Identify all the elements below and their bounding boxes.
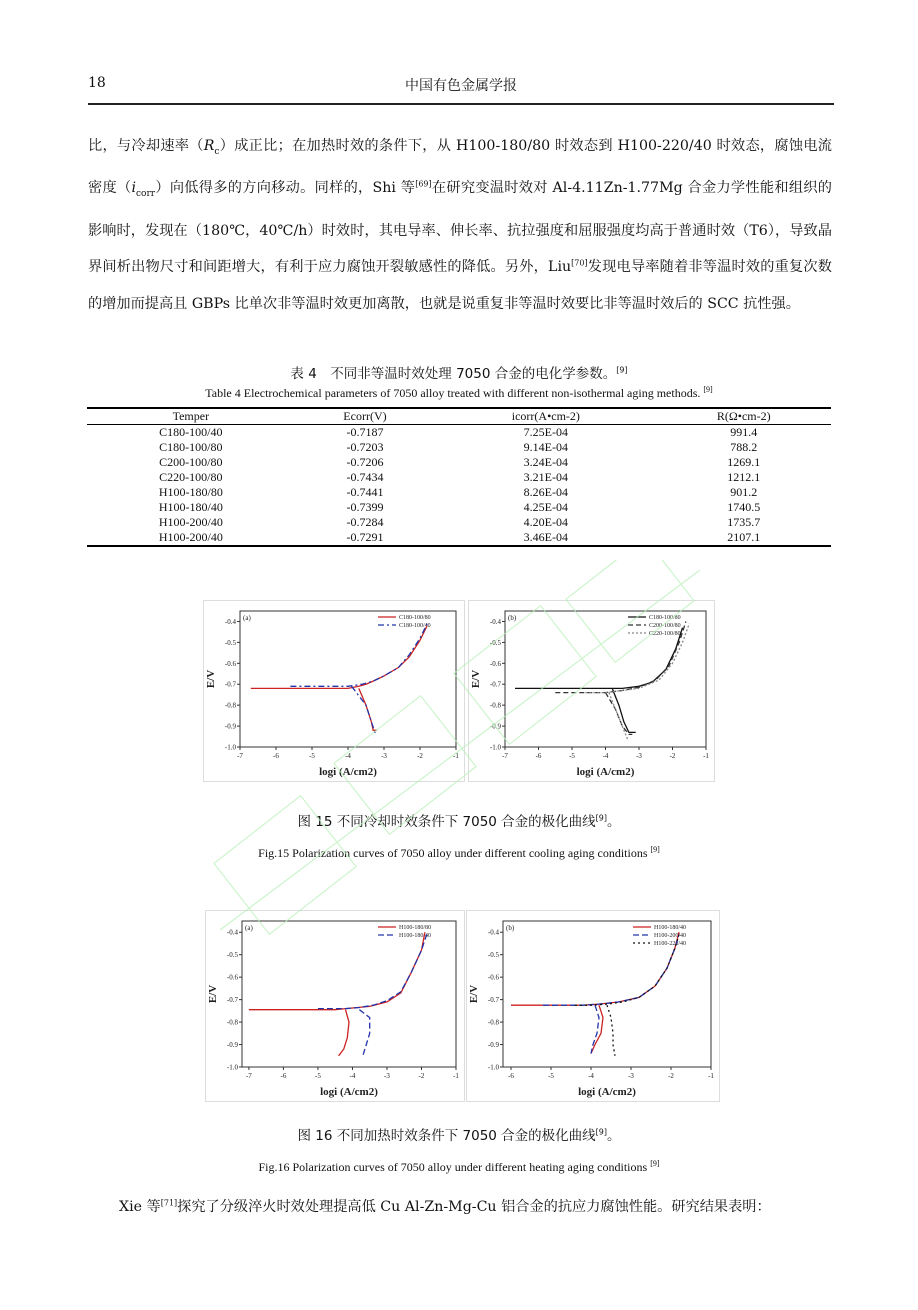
y-tick-label: -0.9 (224, 722, 236, 731)
cell-resistance: 1212.1 (727, 470, 761, 484)
cell-icorr: 3.46E-04 (523, 530, 568, 544)
cell-ecorr: -0.7441 (346, 485, 384, 499)
panel-label: (b) (508, 614, 517, 622)
x-tick-label: -7 (245, 1072, 252, 1080)
cell-icorr: 3.21E-04 (523, 470, 568, 484)
y-tick-label: -0.5 (489, 638, 501, 647)
legend-label: C220-100/80 (649, 631, 681, 637)
cell-ecorr: -0.7203 (346, 440, 384, 454)
cell-icorr: 9.14E-04 (523, 440, 568, 454)
series-line (606, 693, 633, 735)
fig16b-chart (467, 911, 719, 1101)
cell-resistance: 1740.5 (727, 500, 761, 514)
y-tick-label: -0.6 (224, 659, 236, 668)
series-line (591, 1005, 603, 1053)
table-caption-cn: 表 4 不同非等温时效处理 7050 合金的电化学参数。[9] (290, 365, 628, 382)
cell-ecorr: -0.7434 (346, 470, 384, 484)
x-tick-label: -2 (417, 752, 423, 760)
x-tick-label: -6 (280, 1072, 287, 1080)
cell-icorr: 4.20E-04 (523, 515, 568, 529)
x-tick-label: -4 (349, 1072, 356, 1080)
x-tick-label: -4 (602, 752, 609, 760)
y-tick-label: -0.4 (226, 928, 238, 937)
cell-temper: H100-200/40 (158, 515, 223, 529)
cell-icorr: 8.26E-04 (523, 485, 568, 499)
table-caption-en: Table 4 Electrochemical parameters of 7050 alloy treated with different non-isothermal aging methods. [9] (205, 385, 713, 400)
x-tick-label: -1 (453, 752, 459, 760)
page-number: 18 (88, 75, 106, 91)
y-tick-label: -0.5 (487, 951, 499, 960)
x-tick-label: -5 (309, 752, 315, 760)
page-header (88, 73, 834, 105)
legend-label: C200-100/80 (649, 623, 681, 629)
x-tick-label: -6 (273, 752, 279, 760)
y-axis-label: E/V (468, 984, 480, 1004)
y-tick-label: -0.7 (224, 680, 236, 689)
panel-label: (b) (506, 924, 515, 932)
y-tick-label: -0.6 (487, 973, 499, 982)
cell-temper: H100-200/40 (158, 530, 223, 544)
cell-ecorr: -0.7291 (346, 530, 384, 544)
cell-resistance: 1269.1 (727, 455, 761, 469)
fig15b-chart (469, 601, 714, 781)
x-tick-label: -4 (345, 752, 351, 760)
cell-resistance: 991.4 (730, 425, 758, 439)
x-tick-label: -2 (669, 752, 676, 760)
table-row (87, 455, 831, 470)
cell-icorr: 7.25E-04 (523, 425, 568, 439)
figure16-caption-en: Fig.16 Polarization curves of 7050 alloy under different heating aging conditions [9] (258, 1159, 660, 1174)
x-tick-label: -1 (453, 1072, 459, 1080)
col-header-icorr: icorr(A•cm-2) (435, 408, 656, 425)
figure15-caption-cn: 图 15 不同冷却时效条件下 7050 合金的极化曲线[9]。 (297, 813, 621, 830)
series-line (609, 693, 629, 739)
series-line (359, 1010, 369, 1056)
table-row (87, 440, 831, 455)
x-tick-label: -3 (381, 752, 387, 760)
y-tick-label: -1.0 (224, 743, 236, 752)
cell-resistance: 901.2 (730, 485, 758, 499)
x-tick-label: -7 (237, 752, 243, 760)
x-tick-label: -3 (384, 1072, 390, 1080)
fig16a-chart (206, 911, 464, 1101)
y-tick-label: -0.9 (226, 1041, 238, 1050)
series-line (607, 1005, 615, 1056)
table-row (87, 500, 831, 515)
table-row (87, 530, 831, 546)
y-tick-label: -0.4 (489, 617, 501, 626)
x-tick-label: -2 (668, 1072, 674, 1080)
cell-temper: C180-100/40 (159, 425, 223, 439)
series-line (251, 626, 427, 689)
electrochemical-table (87, 407, 831, 547)
legend-label: C180-100/40 (399, 623, 431, 629)
x-tick-label: -5 (315, 1072, 321, 1080)
legend-label: C180-100/80 (399, 615, 431, 621)
x-axis-label: logi (A/cm2) (576, 766, 635, 778)
y-tick-label: -0.9 (489, 722, 501, 731)
cell-temper: H100-180/40 (158, 500, 223, 514)
figure16-panel-b (466, 910, 720, 1102)
series-line (318, 935, 427, 1009)
y-tick-label: -1.0 (226, 1063, 238, 1072)
y-tick-label: -0.8 (489, 701, 501, 710)
cell-icorr: 3.24E-04 (523, 455, 568, 469)
table-row (87, 515, 831, 530)
legend-label: H100-180/40 (399, 933, 431, 939)
table-header-row (87, 408, 831, 425)
table-row (87, 425, 831, 441)
x-tick-label: -5 (548, 1072, 554, 1080)
cell-resistance: 2107.1 (727, 530, 761, 544)
x-tick-label: -3 (636, 752, 642, 760)
x-tick-label: -4 (588, 1072, 594, 1080)
legend-label: C180-100/80 (649, 615, 681, 621)
figure16-caption-cn: 图 16 不同加热时效条件下 7050 合金的极化曲线[9]。 (297, 1127, 621, 1144)
body-paragraph-2: Xie 等[71]探究了分级淬火时效处理提高低 Cu Al-Zn-Mg-Cu 铝合金的抗应力腐蚀性能。研究结果表明： (119, 1198, 771, 1215)
x-axis-label: logi (A/cm2) (319, 766, 377, 778)
col-header-r: R(Ω•cm-2) (656, 408, 831, 425)
x-tick-label: -7 (502, 752, 508, 760)
x-tick-label: -1 (703, 752, 709, 760)
cell-ecorr: -0.7284 (346, 515, 384, 529)
y-tick-label: -0.4 (487, 928, 499, 937)
y-tick-label: -0.5 (224, 638, 236, 647)
x-tick-label: -2 (418, 1072, 425, 1080)
y-axis-label: E/V (470, 669, 482, 689)
cell-resistance: 1735.7 (727, 515, 761, 529)
figure15-caption-en: Fig.15 Polarization curves of 7050 alloy under different cooling aging conditions [9] (258, 845, 660, 860)
y-tick-label: -0.7 (489, 680, 501, 689)
x-axis-label: logi (A/cm2) (320, 1086, 378, 1098)
cell-ecorr: -0.7399 (346, 500, 384, 514)
figure16-panel-a (205, 910, 465, 1102)
cell-resistance: 788.2 (730, 440, 758, 454)
cell-temper: C180-100/80 (159, 440, 223, 454)
y-tick-label: -0.6 (226, 973, 238, 982)
cell-icorr: 4.25E-04 (523, 500, 568, 514)
y-tick-label: -0.6 (489, 659, 501, 668)
panel-label: (a) (245, 924, 253, 932)
body-paragraph-1: 比，与冷却速率$(R_c)$成正比；在加热时效的条件下，从 H100-180/80 时效态到 H100-220/40 时效态，腐蚀电流密度$(i_{corr})$向低得多的方向移动。同样的，Shi 等[69]在研究变温时效对 Al-4.11Zn-1.77Mg 合金力学性能和组织的影响时，发现在（180℃，40℃/h）时效时，其电导率、伸长率、抗拉强度和屈服强度均高于普通时效（T6），导致晶界间析出物尺寸和间距增大，有利于应力腐蚀开裂敏感性的降低。另外，Liu[70]发现电导率随着非等温时效的重复次数的增加而提高且 GBPs 比单次非等温时效更加离散，也就是说重复非等温时效要比非等温时效后的 SCC 抗性强。 (88, 138, 832, 312)
panel-label: (a) (243, 614, 251, 622)
y-tick-label: -1.0 (489, 743, 501, 752)
series-line (249, 932, 425, 1010)
cell-ecorr: -0.7187 (346, 425, 384, 439)
cell-ecorr: -0.7206 (346, 455, 384, 469)
x-tick-label: -5 (569, 752, 575, 760)
x-tick-label: -3 (628, 1072, 634, 1080)
y-tick-label: -0.8 (224, 701, 236, 710)
table-row (87, 470, 831, 485)
x-tick-label: -6 (508, 1072, 514, 1080)
series-line (591, 1005, 599, 1053)
legend-label: H100-180/80 (399, 925, 431, 931)
y-tick-label: -0.7 (226, 996, 238, 1005)
series-line (290, 624, 427, 687)
legend-label: H100-180/40 (654, 925, 686, 931)
legend-label: H100-220/40 (654, 941, 686, 947)
y-axis-label: E/V (207, 984, 219, 1004)
x-tick-label: -1 (708, 1072, 714, 1080)
journal-title: 中国有色金属学报 (405, 78, 517, 94)
y-tick-label: -0.7 (487, 996, 499, 1005)
y-tick-label: -0.8 (226, 1018, 238, 1027)
col-header-ecorr: Ecorr(V) (295, 408, 436, 425)
fig15a-chart (204, 601, 464, 781)
y-tick-label: -0.9 (487, 1041, 499, 1050)
cell-temper: C220-100/80 (159, 470, 223, 484)
col-header-temper: Temper (87, 408, 295, 425)
y-axis-label: E/V (205, 669, 217, 689)
y-tick-label: -1.0 (487, 1063, 499, 1072)
cell-temper: C200-100/80 (159, 455, 223, 469)
table-row (87, 485, 831, 500)
figure15-panel-b (468, 600, 715, 782)
x-axis-label: logi (A/cm2) (578, 1086, 636, 1098)
series-line (339, 1010, 349, 1056)
cell-temper: H100-180/80 (158, 485, 223, 499)
y-tick-label: -0.5 (226, 951, 238, 960)
legend-label: H100-200/40 (654, 933, 686, 939)
y-tick-label: -0.8 (487, 1018, 499, 1027)
x-tick-label: -6 (535, 752, 542, 760)
figure15-panel-a (203, 600, 465, 782)
series-line (352, 686, 379, 732)
y-tick-label: -0.4 (224, 617, 236, 626)
